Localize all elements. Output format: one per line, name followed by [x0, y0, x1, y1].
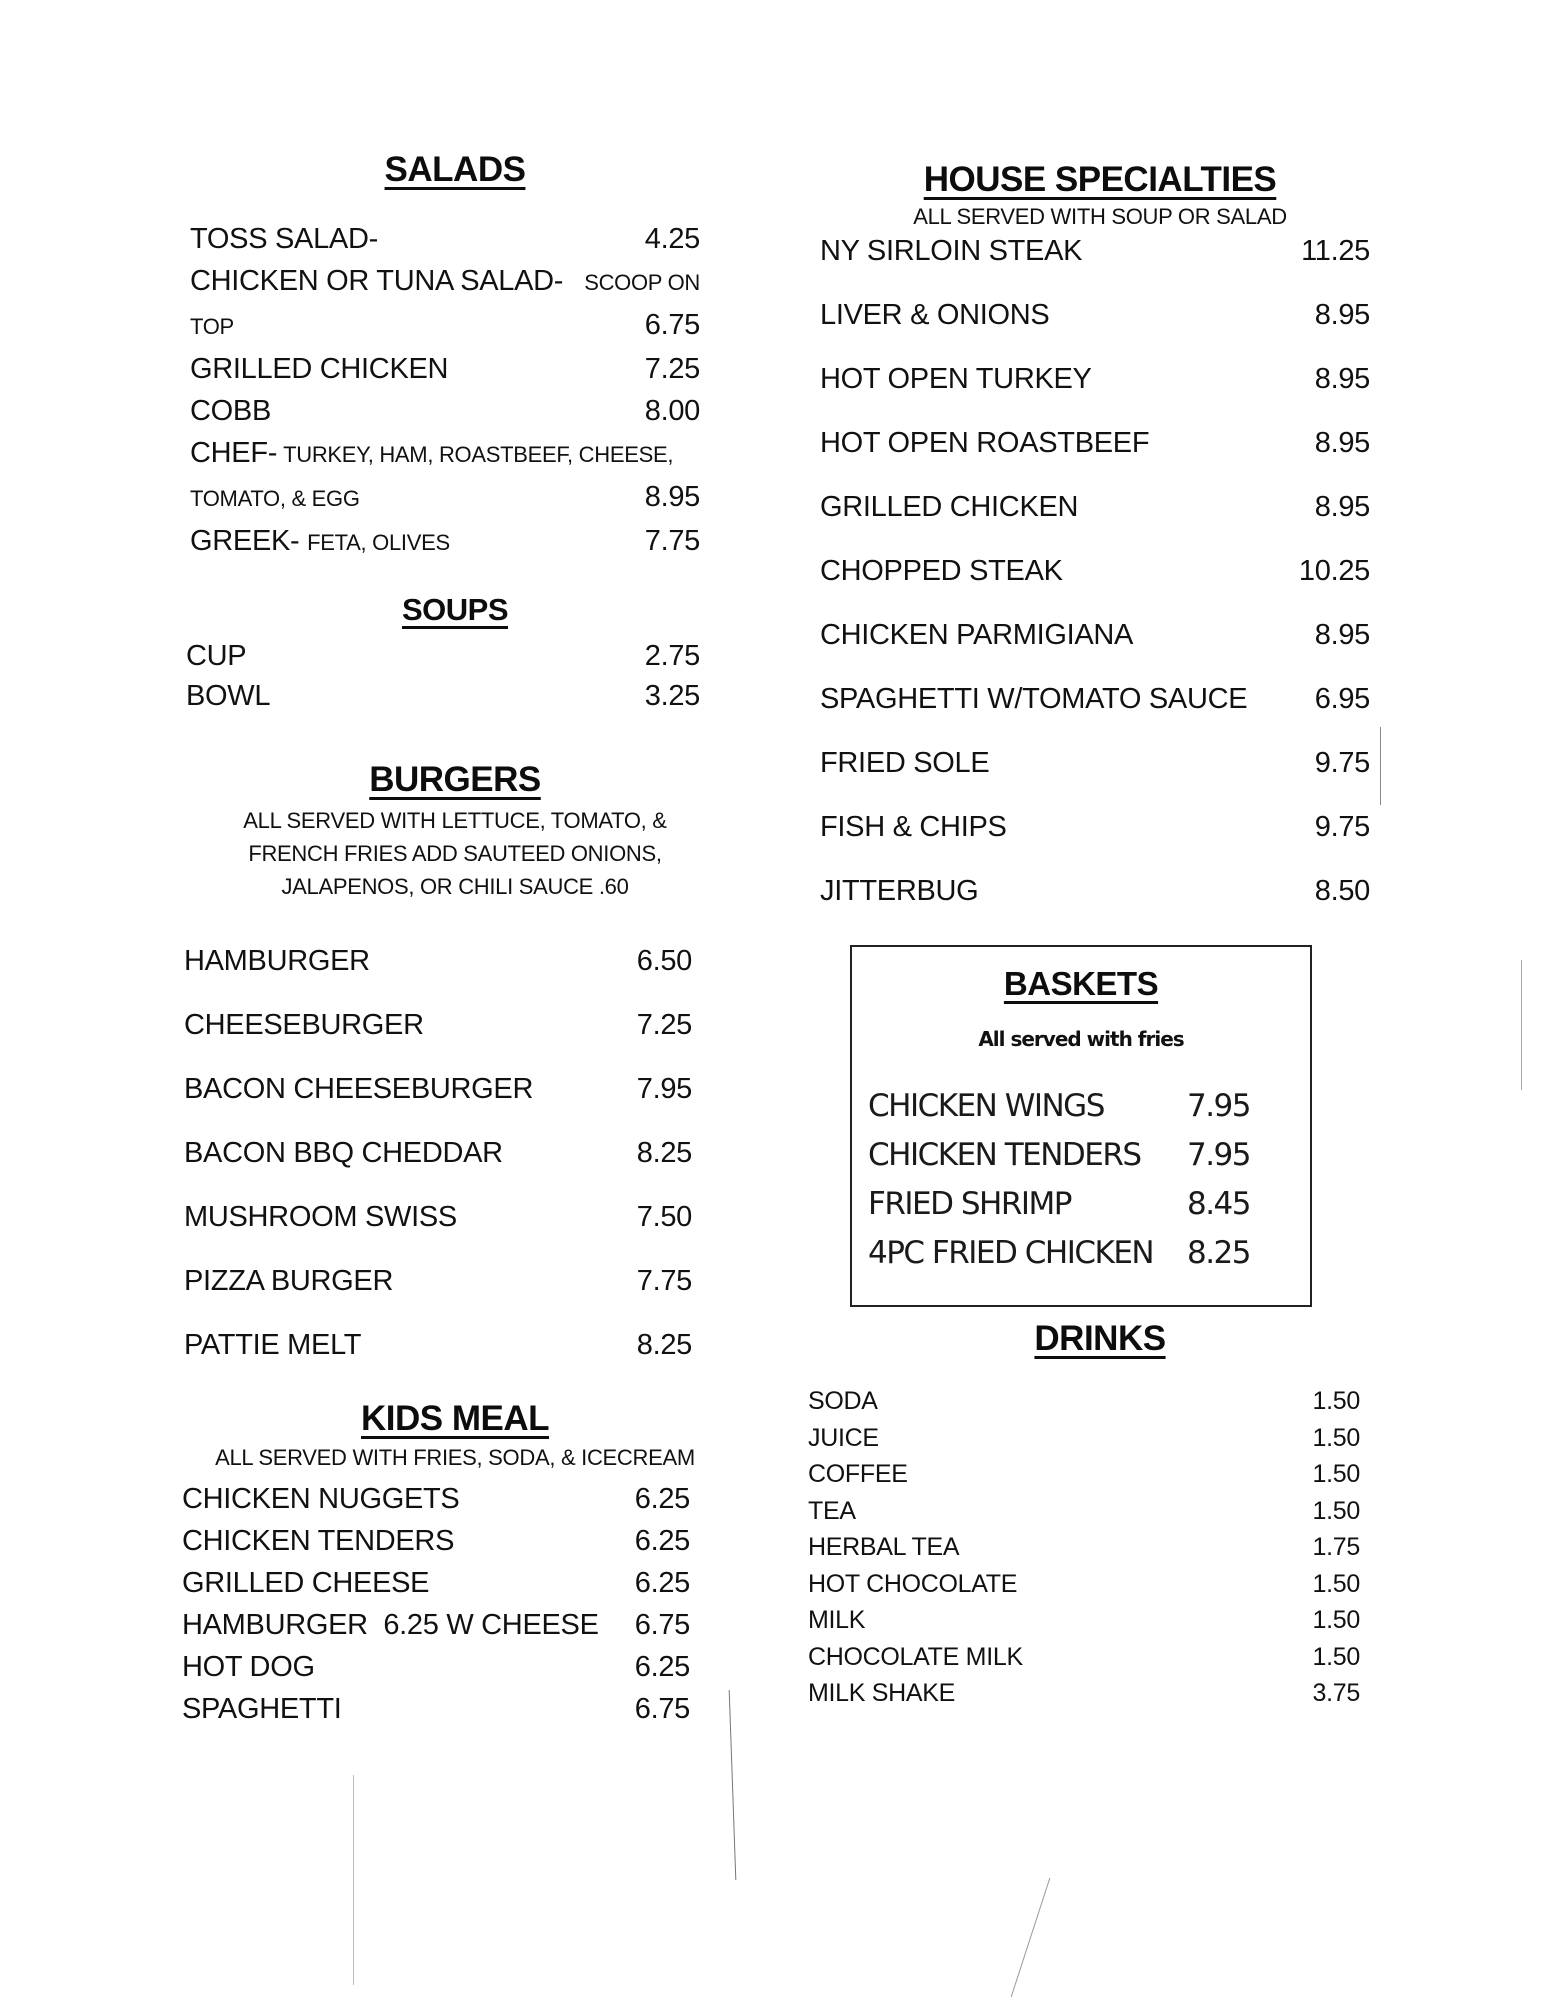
item-price: 8.25 [636, 1137, 692, 1169]
menu-item [820, 411, 1380, 475]
soups-title: SOUPS [401, 592, 509, 627]
menu-item [820, 667, 1380, 731]
item-price: 1.50 [1312, 1606, 1360, 1634]
item-price: 6.25 [634, 1483, 690, 1515]
kids-meal-title: KIDS MEAL [361, 1399, 549, 1438]
menu-item [184, 993, 720, 1057]
note-line: ALL SERVED WITH LETTUCE, TOMATO, & [243, 808, 667, 833]
kids-meal-note: ALL SERVED WITH FRIES, SODA, & ICECREAM [215, 1445, 695, 1470]
item-name: HERBAL TEA [808, 1533, 960, 1561]
menu-item [184, 1121, 720, 1185]
item-price: 3.75 [1312, 1679, 1360, 1707]
item-name: COBB [190, 395, 271, 427]
menu-item [182, 1520, 720, 1562]
menu-item [820, 347, 1380, 411]
menu-item [852, 1082, 1310, 1131]
item-price: 8.25 [636, 1329, 692, 1361]
scan-artifact-line [1380, 727, 1381, 805]
menu-item [820, 539, 1380, 603]
item-name: JITTERBUG [820, 875, 979, 907]
item-name: GREEK- [190, 525, 300, 557]
item-price: 6.75 [644, 309, 700, 341]
menu-item [186, 636, 720, 676]
menu-item [820, 731, 1380, 795]
menu-item [182, 1604, 720, 1646]
item-name: SODA [808, 1387, 878, 1415]
item-price: 8.95 [1314, 491, 1370, 523]
menu-item [820, 859, 1380, 923]
item-name: HOT OPEN ROASTBEEF [820, 427, 1150, 459]
note-line: FRENCH FRIES ADD SAUTEED ONIONS, [248, 841, 662, 866]
item-name: BACON BBQ CHEDDAR [184, 1137, 503, 1169]
item-name: TEA [808, 1496, 856, 1525]
item-price: 1.50 [1312, 1642, 1360, 1671]
menu-item [808, 1420, 1380, 1457]
item-price: 8.25 [1186, 1235, 1250, 1271]
house-specialties-title: HOUSE SPECIALTIES [923, 160, 1277, 199]
item-price: 8.95 [644, 481, 700, 513]
item-name: LIVER & ONIONS [820, 299, 1050, 331]
item-name: CHICKEN WINGS [868, 1088, 1104, 1124]
item-description: FETA, OLIVES [307, 530, 450, 555]
item-price: 1.50 [1312, 1387, 1360, 1415]
item-price: 9.75 [1314, 811, 1370, 843]
menu-item [820, 603, 1380, 667]
item-price: 6.25 [634, 1651, 690, 1683]
scan-artifact-line [1521, 960, 1522, 1090]
item-name: CHICKEN TENDERS [868, 1137, 1141, 1173]
item-name: COFFEE [808, 1460, 908, 1488]
menu-item [808, 1566, 1380, 1603]
menu-item-continuation [190, 304, 720, 348]
item-price: 8.45 [1186, 1186, 1250, 1222]
item-name: MUSHROOM SWISS [184, 1201, 457, 1233]
item-name: HOT DOG [182, 1651, 315, 1683]
menu-item [808, 1493, 1380, 1530]
item-name: CHICKEN PARMIGIANA [820, 619, 1134, 651]
item-name: BACON CHEESEBURGER [184, 1073, 534, 1105]
item-price: 7.75 [636, 1265, 692, 1297]
menu-item [808, 1456, 1380, 1493]
baskets-note: All served with fries [978, 1027, 1184, 1051]
house-specialties-section [820, 160, 1380, 923]
item-price: 8.95 [1314, 427, 1370, 459]
item-name: GRILLED CHICKEN [190, 353, 449, 385]
menu-item [190, 260, 720, 304]
item-name: HAMBURGER [184, 945, 370, 977]
menu-item [190, 348, 720, 390]
item-name: MILK [808, 1606, 866, 1634]
item-description: TURKEY, HAM, ROASTBEEF, CHEESE, [283, 442, 674, 467]
menu-item [852, 1180, 1310, 1229]
item-price: 6.25 [634, 1525, 690, 1557]
item-name: PATTIE MELT [184, 1329, 362, 1361]
menu-item [808, 1675, 1380, 1712]
menu-item [182, 1562, 720, 1604]
item-name: FISH & CHIPS [820, 811, 1007, 843]
scan-artifact-line [729, 1690, 737, 1880]
menu-item [190, 520, 720, 564]
menu-item [184, 929, 720, 993]
item-name: CHEF- [190, 437, 278, 469]
item-price: 7.95 [1186, 1088, 1250, 1124]
item-name: TOSS SALAD- [190, 223, 378, 255]
salads-section [190, 150, 720, 564]
house-specialties-note: ALL SERVED WITH SOUP OR SALAD [913, 204, 1287, 229]
item-description: SCOOP ON [584, 270, 700, 295]
baskets-title: BASKETS [1003, 965, 1159, 1002]
item-price: 7.75 [644, 525, 700, 557]
menu-item [852, 1131, 1310, 1180]
item-price: 7.50 [636, 1201, 692, 1233]
item-price: 7.25 [636, 1009, 692, 1041]
menu-item [184, 1057, 720, 1121]
item-price: 3.25 [644, 680, 700, 712]
kids-meal-section [182, 1399, 720, 1730]
item-price: 8.95 [1314, 619, 1370, 651]
item-name: CHICKEN TENDERS [182, 1525, 455, 1557]
item-price: 6.50 [636, 945, 692, 977]
item-price: 6.95 [1314, 683, 1370, 715]
item-name: GRILLED CHEESE [182, 1567, 430, 1599]
item-price: 7.95 [636, 1073, 692, 1105]
item-name: SPAGHETTI W/TOMATO SAUCE [820, 683, 1248, 715]
item-name: MILK SHAKE [808, 1679, 956, 1707]
left-column [182, 150, 720, 1730]
salads-title: SALADS [384, 150, 526, 189]
menu-item [184, 1185, 720, 1249]
item-name: CHEESEBURGER [184, 1009, 424, 1041]
right-column [808, 160, 1380, 1712]
item-price: 6.25 [634, 1567, 690, 1599]
item-price: 6.75 [634, 1693, 690, 1725]
menu-item [808, 1602, 1380, 1639]
menu-item [820, 795, 1380, 859]
menu-item [820, 283, 1380, 347]
item-price: 7.95 [1186, 1137, 1250, 1173]
item-name: HAMBURGER 6.25 W CHEESE [182, 1609, 599, 1641]
item-price: 1.50 [1312, 1460, 1360, 1488]
item-price: 9.75 [1314, 747, 1370, 779]
item-name: CHICKEN NUGGETS [182, 1483, 460, 1515]
burgers-section [184, 760, 720, 1377]
item-name: 4PC FRIED CHICKEN [868, 1235, 1154, 1271]
baskets-box [850, 945, 1312, 1307]
item-name: BOWL [186, 680, 271, 712]
note-line: JALAPENOS, OR CHILI SAUCE .60 [281, 874, 629, 899]
item-price: 7.25 [644, 353, 700, 385]
menu-item [190, 218, 720, 260]
drinks-title: DRINKS [1034, 1319, 1166, 1358]
menu-item [808, 1383, 1380, 1420]
item-name: GRILLED CHICKEN [820, 491, 1079, 523]
item-price: 11.25 [1301, 235, 1370, 267]
item-name: FRIED SHRIMP [868, 1186, 1071, 1222]
item-price: 8.95 [1314, 363, 1370, 395]
item-name: SPAGHETTI [182, 1693, 342, 1725]
item-price: 8.50 [1314, 875, 1370, 907]
item-price: 1.75 [1312, 1533, 1360, 1561]
item-name: CUP [186, 640, 247, 672]
menu-item [808, 1639, 1380, 1676]
burgers-title: BURGERS [369, 760, 541, 799]
menu-item [182, 1646, 720, 1688]
item-name: HOT OPEN TURKEY [820, 363, 1092, 395]
item-name: TOMATO, & EGG [190, 486, 360, 511]
item-price: 1.50 [1312, 1569, 1360, 1598]
item-price: 4.25 [644, 223, 700, 255]
menu-item-continuation [190, 476, 720, 520]
item-name: FRIED SOLE [820, 747, 990, 779]
item-price: 6.75 [634, 1609, 690, 1641]
item-price: 8.00 [644, 395, 700, 427]
item-price: 8.95 [1314, 299, 1370, 331]
item-name: NY SIRLOIN STEAK [820, 235, 1083, 267]
menu-item [190, 390, 720, 432]
item-price: 1.50 [1312, 1496, 1360, 1525]
menu-item [182, 1478, 720, 1520]
soups-section [186, 592, 720, 716]
menu-item [184, 1249, 720, 1313]
item-name: HOT CHOCOLATE [808, 1569, 1018, 1598]
item-price: 1.50 [1312, 1423, 1360, 1452]
item-name: TOP [190, 314, 234, 339]
item-name: JUICE [808, 1423, 879, 1452]
item-name: PIZZA BURGER [184, 1265, 394, 1297]
menu-item [852, 1229, 1310, 1278]
menu-item [182, 1688, 720, 1730]
item-price: 10.25 [1298, 555, 1370, 587]
burgers-note [190, 804, 720, 903]
item-name: CHICKEN OR TUNA SALAD- [190, 265, 564, 297]
drinks-section [808, 1319, 1380, 1712]
menu-item [808, 1529, 1380, 1566]
menu-item [820, 233, 1380, 269]
item-name: CHOCOLATE MILK [808, 1642, 1023, 1671]
menu-item [190, 432, 720, 476]
scan-artifact-line [1011, 1878, 1051, 1997]
item-name: CHOPPED STEAK [820, 555, 1063, 587]
menu-item [184, 1313, 720, 1377]
item-price: 2.75 [644, 640, 700, 672]
scan-artifact-line [353, 1775, 354, 1985]
menu-item [186, 676, 720, 716]
menu-item [820, 475, 1380, 539]
